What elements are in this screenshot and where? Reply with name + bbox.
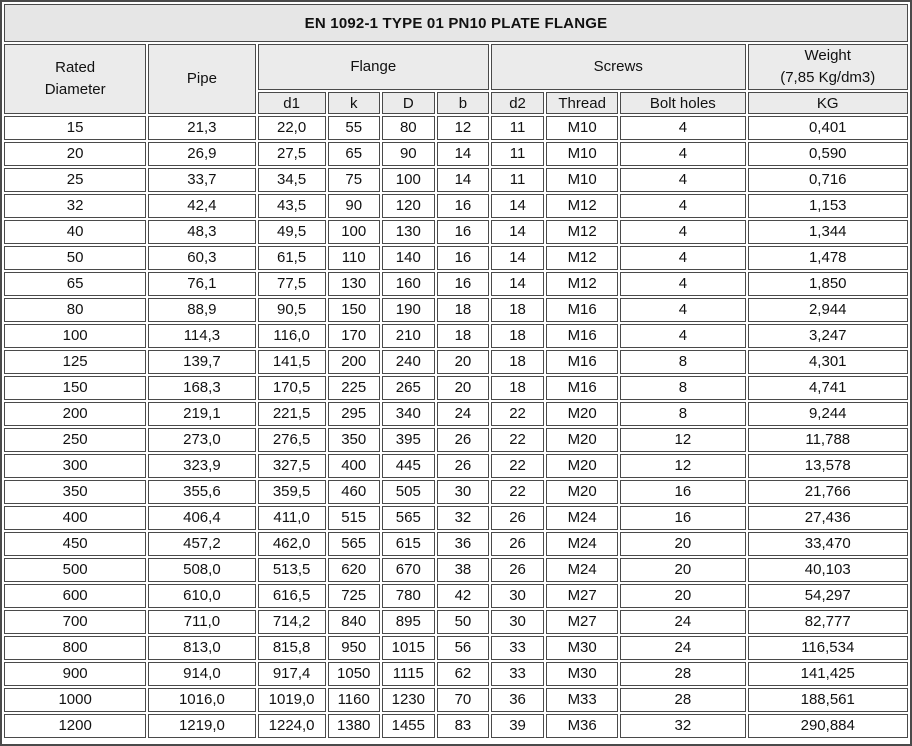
cell-dn: 80 <box>4 298 146 322</box>
cell-k: 1160 <box>328 688 380 712</box>
table-row <box>4 350 908 374</box>
table-row <box>4 142 908 166</box>
cell-dn: 32 <box>4 194 146 218</box>
cell-b: 16 <box>437 220 489 244</box>
cell-d1: 327,5 <box>258 454 326 478</box>
cell-d1: 462,0 <box>258 532 326 556</box>
cell-d1: 22,0 <box>258 116 326 140</box>
cell-k: 950 <box>328 636 380 660</box>
cell-d2: 11 <box>491 116 544 140</box>
cell-bolt_holes: 4 <box>620 142 745 166</box>
cell-k: 725 <box>328 584 380 608</box>
header-rated-diameter-line2: Diameter <box>44 81 106 98</box>
cell-bolt_holes: 24 <box>620 610 745 634</box>
cell-dn: 700 <box>4 610 146 634</box>
cell-d2: 26 <box>491 532 544 556</box>
cell-bolt_holes: 8 <box>620 350 745 374</box>
cell-d1: 276,5 <box>258 428 326 452</box>
cell-pipe: 914,0 <box>148 662 255 686</box>
cell-pipe: 33,7 <box>148 168 255 192</box>
cell-b: 36 <box>437 532 489 556</box>
cell-thread: M12 <box>546 272 618 296</box>
cell-thread: M12 <box>546 194 618 218</box>
cell-pipe: 88,9 <box>148 298 255 322</box>
cell-D: 90 <box>382 142 435 166</box>
cell-k: 1050 <box>328 662 380 686</box>
cell-bolt_holes: 8 <box>620 402 745 426</box>
cell-dn: 900 <box>4 662 146 686</box>
cell-dn: 65 <box>4 272 146 296</box>
cell-b: 50 <box>437 610 489 634</box>
table-row <box>4 688 908 712</box>
table-row <box>4 714 908 738</box>
cell-D: 895 <box>382 610 435 634</box>
cell-k: 350 <box>328 428 380 452</box>
cell-D: 100 <box>382 168 435 192</box>
header-weight-line1: Weight <box>804 47 851 64</box>
cell-bolt_holes: 4 <box>620 246 745 270</box>
cell-k: 150 <box>328 298 380 322</box>
cell-d2: 26 <box>491 506 544 530</box>
cell-D: 1455 <box>382 714 435 738</box>
cell-weight: 1,850 <box>748 272 909 296</box>
cell-thread: M27 <box>546 610 618 634</box>
cell-d1: 917,4 <box>258 662 326 686</box>
cell-thread: M16 <box>546 350 618 374</box>
cell-bolt_holes: 20 <box>620 532 745 556</box>
flange-spec-table <box>2 2 910 740</box>
cell-d1: 513,5 <box>258 558 326 582</box>
cell-pipe: 1219,0 <box>148 714 255 738</box>
cell-D: 340 <box>382 402 435 426</box>
table-row <box>4 662 908 686</box>
subheader-d2: d2 <box>491 92 544 114</box>
cell-thread: M36 <box>546 714 618 738</box>
cell-pipe: 813,0 <box>148 636 255 660</box>
cell-thread: M20 <box>546 402 618 426</box>
table-row <box>4 454 908 478</box>
cell-d2: 30 <box>491 584 544 608</box>
cell-d2: 18 <box>491 376 544 400</box>
cell-weight: 11,788 <box>748 428 909 452</box>
cell-pipe: 273,0 <box>148 428 255 452</box>
cell-k: 225 <box>328 376 380 400</box>
cell-b: 20 <box>437 376 489 400</box>
cell-b: 83 <box>437 714 489 738</box>
cell-k: 515 <box>328 506 380 530</box>
cell-weight: 1,153 <box>748 194 909 218</box>
cell-b: 42 <box>437 584 489 608</box>
cell-bolt_holes: 12 <box>620 454 745 478</box>
cell-D: 670 <box>382 558 435 582</box>
table-body <box>4 116 908 738</box>
cell-d2: 36 <box>491 688 544 712</box>
cell-d2: 22 <box>491 428 544 452</box>
cell-thread: M12 <box>546 220 618 244</box>
cell-dn: 100 <box>4 324 146 348</box>
cell-weight: 3,247 <box>748 324 909 348</box>
table-row <box>4 168 908 192</box>
cell-weight: 1,344 <box>748 220 909 244</box>
cell-thread: M10 <box>546 168 618 192</box>
cell-d2: 14 <box>491 246 544 270</box>
cell-k: 110 <box>328 246 380 270</box>
table-row <box>4 246 908 270</box>
cell-d2: 14 <box>491 194 544 218</box>
table-row <box>4 480 908 504</box>
cell-d1: 116,0 <box>258 324 326 348</box>
cell-d1: 141,5 <box>258 350 326 374</box>
cell-weight: 9,244 <box>748 402 909 426</box>
table-row <box>4 584 908 608</box>
cell-thread: M20 <box>546 480 618 504</box>
cell-bolt_holes: 4 <box>620 168 745 192</box>
subheader-bolt-holes: Bolt holes <box>620 92 745 114</box>
cell-pipe: 21,3 <box>148 116 255 140</box>
cell-d1: 1019,0 <box>258 688 326 712</box>
cell-bolt_holes: 16 <box>620 506 745 530</box>
cell-d2: 33 <box>491 636 544 660</box>
cell-d2: 22 <box>491 402 544 426</box>
cell-d2: 22 <box>491 454 544 478</box>
cell-d1: 359,5 <box>258 480 326 504</box>
cell-D: 1230 <box>382 688 435 712</box>
cell-b: 14 <box>437 142 489 166</box>
cell-pipe: 610,0 <box>148 584 255 608</box>
table-row <box>4 532 908 556</box>
cell-d1: 714,2 <box>258 610 326 634</box>
cell-D: 140 <box>382 246 435 270</box>
cell-bolt_holes: 4 <box>620 220 745 244</box>
cell-k: 400 <box>328 454 380 478</box>
cell-k: 55 <box>328 116 380 140</box>
cell-thread: M10 <box>546 116 618 140</box>
cell-dn: 200 <box>4 402 146 426</box>
header-pipe: Pipe <box>148 44 255 114</box>
cell-weight: 82,777 <box>748 610 909 634</box>
cell-d1: 61,5 <box>258 246 326 270</box>
cell-D: 615 <box>382 532 435 556</box>
cell-weight: 290,884 <box>748 714 909 738</box>
cell-thread: M16 <box>546 376 618 400</box>
cell-d2: 33 <box>491 662 544 686</box>
cell-k: 295 <box>328 402 380 426</box>
cell-weight: 116,534 <box>748 636 909 660</box>
cell-b: 16 <box>437 272 489 296</box>
cell-d1: 221,5 <box>258 402 326 426</box>
cell-d1: 77,5 <box>258 272 326 296</box>
cell-dn: 450 <box>4 532 146 556</box>
cell-bolt_holes: 16 <box>620 480 745 504</box>
cell-k: 130 <box>328 272 380 296</box>
header-rated-diameter <box>4 44 146 114</box>
cell-d2: 14 <box>491 272 544 296</box>
cell-b: 18 <box>437 298 489 322</box>
header-rated-diameter-line1: Rated <box>55 59 96 76</box>
cell-thread: M30 <box>546 662 618 686</box>
cell-d2: 14 <box>491 220 544 244</box>
table-row <box>4 428 908 452</box>
cell-bolt_holes: 4 <box>620 272 745 296</box>
cell-d2: 30 <box>491 610 544 634</box>
cell-weight: 2,944 <box>748 298 909 322</box>
cell-weight: 27,436 <box>748 506 909 530</box>
cell-pipe: 26,9 <box>148 142 255 166</box>
table-row <box>4 636 908 660</box>
cell-d2: 39 <box>491 714 544 738</box>
header-weight-line2: (7,85 Kg/dm3) <box>780 69 876 86</box>
cell-bolt_holes: 12 <box>620 428 745 452</box>
subheader-b: b <box>437 92 489 114</box>
cell-D: 395 <box>382 428 435 452</box>
subheader-d1: d1 <box>258 92 326 114</box>
header-weight <box>748 44 909 90</box>
cell-d2: 22 <box>491 480 544 504</box>
cell-thread: M16 <box>546 324 618 348</box>
cell-pipe: 711,0 <box>148 610 255 634</box>
cell-weight: 4,301 <box>748 350 909 374</box>
table-row <box>4 194 908 218</box>
cell-D: 80 <box>382 116 435 140</box>
cell-b: 20 <box>437 350 489 374</box>
cell-D: 120 <box>382 194 435 218</box>
cell-k: 620 <box>328 558 380 582</box>
header-flange: Flange <box>258 44 489 90</box>
cell-k: 1380 <box>328 714 380 738</box>
cell-k: 565 <box>328 532 380 556</box>
cell-weight: 188,561 <box>748 688 909 712</box>
cell-bolt_holes: 28 <box>620 688 745 712</box>
cell-thread: M24 <box>546 506 618 530</box>
cell-dn: 15 <box>4 116 146 140</box>
cell-pipe: 508,0 <box>148 558 255 582</box>
cell-D: 190 <box>382 298 435 322</box>
cell-pipe: 139,7 <box>148 350 255 374</box>
cell-k: 840 <box>328 610 380 634</box>
cell-weight: 21,766 <box>748 480 909 504</box>
header-screws: Screws <box>491 44 746 90</box>
cell-dn: 125 <box>4 350 146 374</box>
cell-dn: 1200 <box>4 714 146 738</box>
cell-b: 56 <box>437 636 489 660</box>
cell-b: 26 <box>437 428 489 452</box>
cell-b: 16 <box>437 246 489 270</box>
cell-weight: 0,590 <box>748 142 909 166</box>
cell-pipe: 168,3 <box>148 376 255 400</box>
cell-bolt_holes: 20 <box>620 584 745 608</box>
cell-d1: 411,0 <box>258 506 326 530</box>
cell-d1: 27,5 <box>258 142 326 166</box>
cell-thread: M12 <box>546 246 618 270</box>
cell-k: 75 <box>328 168 380 192</box>
cell-D: 130 <box>382 220 435 244</box>
cell-d1: 170,5 <box>258 376 326 400</box>
cell-thread: M16 <box>546 298 618 322</box>
table-row <box>4 116 908 140</box>
cell-weight: 1,478 <box>748 246 909 270</box>
cell-d1: 34,5 <box>258 168 326 192</box>
cell-pipe: 457,2 <box>148 532 255 556</box>
cell-D: 210 <box>382 324 435 348</box>
cell-pipe: 406,4 <box>148 506 255 530</box>
cell-k: 90 <box>328 194 380 218</box>
cell-b: 62 <box>437 662 489 686</box>
cell-D: 1015 <box>382 636 435 660</box>
cell-dn: 400 <box>4 506 146 530</box>
cell-dn: 350 <box>4 480 146 504</box>
table-row <box>4 220 908 244</box>
table-title: EN 1092-1 TYPE 01 PN10 PLATE FLANGE <box>4 4 908 42</box>
table-row <box>4 506 908 530</box>
cell-D: 265 <box>382 376 435 400</box>
cell-dn: 50 <box>4 246 146 270</box>
cell-d2: 18 <box>491 350 544 374</box>
cell-pipe: 1016,0 <box>148 688 255 712</box>
cell-dn: 1000 <box>4 688 146 712</box>
cell-dn: 150 <box>4 376 146 400</box>
cell-d1: 815,8 <box>258 636 326 660</box>
cell-D: 780 <box>382 584 435 608</box>
cell-D: 160 <box>382 272 435 296</box>
cell-bolt_holes: 4 <box>620 298 745 322</box>
cell-dn: 500 <box>4 558 146 582</box>
cell-bolt_holes: 24 <box>620 636 745 660</box>
cell-k: 460 <box>328 480 380 504</box>
table-row <box>4 324 908 348</box>
cell-d1: 616,5 <box>258 584 326 608</box>
cell-D: 565 <box>382 506 435 530</box>
cell-pipe: 42,4 <box>148 194 255 218</box>
subheader-k: k <box>328 92 380 114</box>
cell-b: 18 <box>437 324 489 348</box>
cell-pipe: 76,1 <box>148 272 255 296</box>
cell-bolt_holes: 8 <box>620 376 745 400</box>
cell-b: 24 <box>437 402 489 426</box>
cell-pipe: 60,3 <box>148 246 255 270</box>
cell-d1: 49,5 <box>258 220 326 244</box>
cell-dn: 20 <box>4 142 146 166</box>
cell-bolt_holes: 4 <box>620 324 745 348</box>
cell-weight: 0,716 <box>748 168 909 192</box>
cell-weight: 0,401 <box>748 116 909 140</box>
cell-d2: 11 <box>491 168 544 192</box>
cell-b: 16 <box>437 194 489 218</box>
cell-thread: M27 <box>546 584 618 608</box>
cell-weight: 141,425 <box>748 662 909 686</box>
cell-k: 170 <box>328 324 380 348</box>
cell-b: 14 <box>437 168 489 192</box>
cell-bolt_holes: 20 <box>620 558 745 582</box>
table-row <box>4 402 908 426</box>
cell-D: 240 <box>382 350 435 374</box>
cell-pipe: 48,3 <box>148 220 255 244</box>
cell-b: 70 <box>437 688 489 712</box>
cell-dn: 300 <box>4 454 146 478</box>
cell-b: 30 <box>437 480 489 504</box>
subheader-kg: KG <box>748 92 909 114</box>
cell-thread: M10 <box>546 142 618 166</box>
cell-thread: M33 <box>546 688 618 712</box>
cell-bolt_holes: 4 <box>620 116 745 140</box>
cell-pipe: 219,1 <box>148 402 255 426</box>
cell-k: 100 <box>328 220 380 244</box>
cell-thread: M24 <box>546 532 618 556</box>
cell-dn: 600 <box>4 584 146 608</box>
table-row <box>4 272 908 296</box>
cell-D: 1115 <box>382 662 435 686</box>
cell-weight: 13,578 <box>748 454 909 478</box>
cell-weight: 33,470 <box>748 532 909 556</box>
cell-D: 505 <box>382 480 435 504</box>
subheader-D: D <box>382 92 435 114</box>
cell-thread: M20 <box>546 428 618 452</box>
cell-weight: 54,297 <box>748 584 909 608</box>
cell-k: 65 <box>328 142 380 166</box>
table-row <box>4 558 908 582</box>
cell-d1: 1224,0 <box>258 714 326 738</box>
cell-pipe: 323,9 <box>148 454 255 478</box>
cell-b: 38 <box>437 558 489 582</box>
cell-d2: 26 <box>491 558 544 582</box>
cell-d1: 43,5 <box>258 194 326 218</box>
cell-b: 12 <box>437 116 489 140</box>
cell-b: 32 <box>437 506 489 530</box>
cell-pipe: 114,3 <box>148 324 255 348</box>
cell-bolt_holes: 28 <box>620 662 745 686</box>
cell-dn: 250 <box>4 428 146 452</box>
cell-thread: M30 <box>546 636 618 660</box>
cell-pipe: 355,6 <box>148 480 255 504</box>
table-row <box>4 376 908 400</box>
cell-dn: 40 <box>4 220 146 244</box>
cell-d2: 18 <box>491 298 544 322</box>
cell-dn: 800 <box>4 636 146 660</box>
cell-d2: 18 <box>491 324 544 348</box>
cell-D: 445 <box>382 454 435 478</box>
table-row <box>4 610 908 634</box>
cell-weight: 40,103 <box>748 558 909 582</box>
cell-weight: 4,741 <box>748 376 909 400</box>
cell-thread: M24 <box>546 558 618 582</box>
table-row <box>4 298 908 322</box>
cell-dn: 25 <box>4 168 146 192</box>
cell-b: 26 <box>437 454 489 478</box>
cell-bolt_holes: 32 <box>620 714 745 738</box>
cell-thread: M20 <box>546 454 618 478</box>
cell-k: 200 <box>328 350 380 374</box>
cell-d1: 90,5 <box>258 298 326 322</box>
cell-bolt_holes: 4 <box>620 194 745 218</box>
cell-d2: 11 <box>491 142 544 166</box>
subheader-thread: Thread <box>546 92 618 114</box>
